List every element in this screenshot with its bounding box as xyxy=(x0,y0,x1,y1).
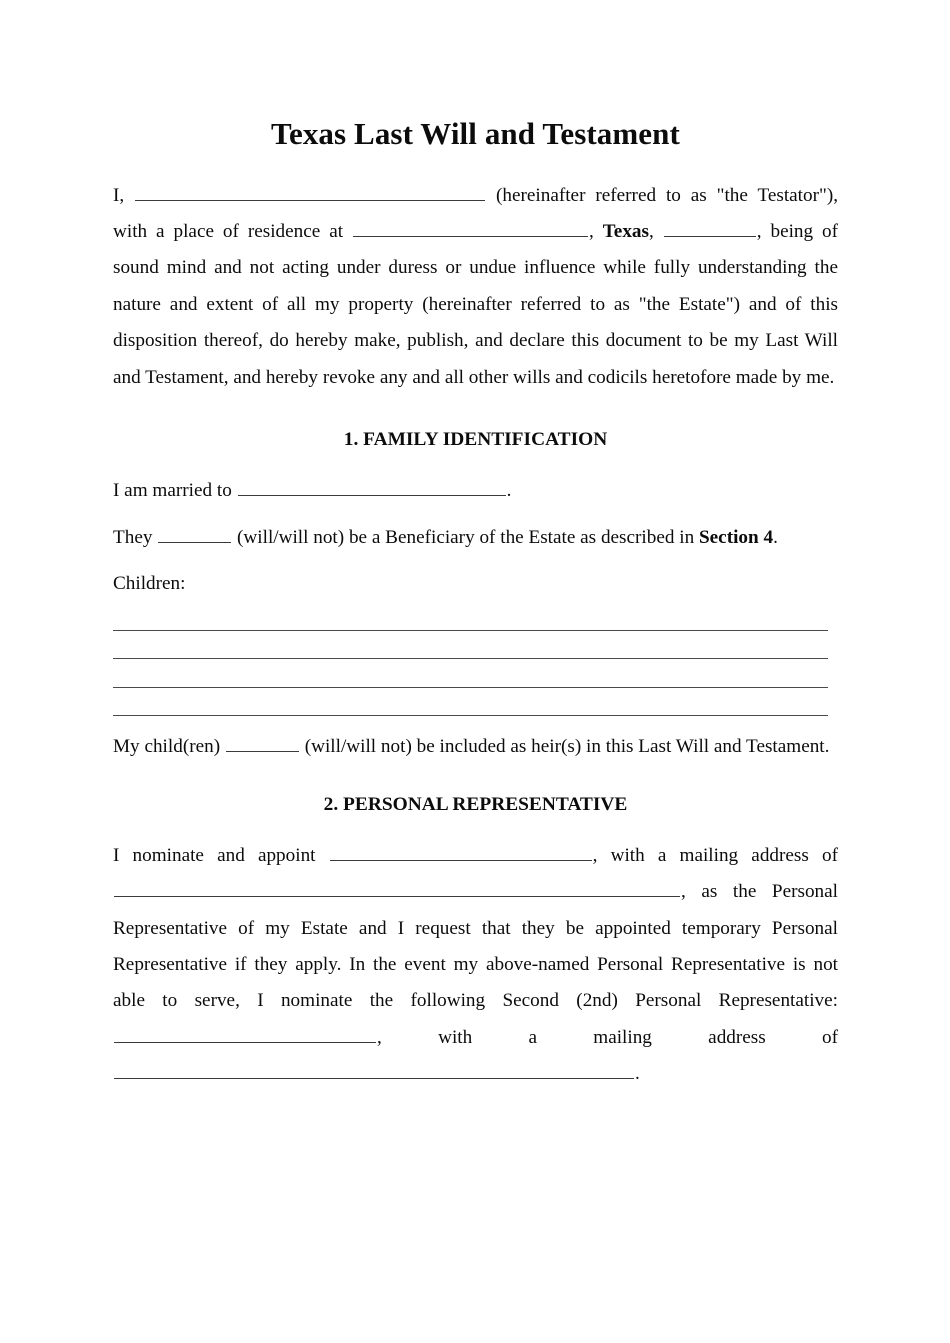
spouse-name-blank[interactable] xyxy=(238,478,506,496)
state-name: Texas xyxy=(602,220,649,242)
nominate-label-body: , as the Personal Representative of my Estate and I request that they be appointed temporary Personal Representative if they apply. In the event my above-named Personal Representative is not able to serve, I nominate the following Second (2nd) Personal Representative: xyxy=(113,881,838,1012)
personal-representative-paragraph xyxy=(113,816,838,1093)
married-to-period: . xyxy=(506,480,512,502)
section-4-reference: Section 4 xyxy=(698,526,774,548)
heirs-label-tail: (will/will not) be included as heir(s) in this Last Will and Testament. xyxy=(299,736,830,758)
intro-text-comma-1: , xyxy=(589,220,603,242)
children-heirs-paragraph xyxy=(113,716,838,762)
section-heading-personal-representative: 2. PERSONAL REPRESENTATIVE xyxy=(323,793,628,815)
spouse-will-or-not-blank[interactable] xyxy=(158,525,231,543)
beneficiary-period: . xyxy=(773,526,778,548)
beneficiary-label-mid: (will/will not) be a Beneficiary of the Estate as described in xyxy=(232,526,699,548)
married-to-line xyxy=(113,451,838,509)
second-representative-address-blank[interactable] xyxy=(114,1061,634,1079)
page-title: Texas Last Will and Testament xyxy=(271,116,680,151)
spouse-beneficiary-line xyxy=(113,510,838,556)
children-label: Children: xyxy=(113,573,186,595)
document-content xyxy=(113,0,838,1093)
nominate-label-lead: I nominate and appoint xyxy=(113,844,329,866)
child-name-line[interactable] xyxy=(113,630,828,631)
heirs-label-lead: My child(ren) xyxy=(113,736,225,758)
representative-name-blank[interactable] xyxy=(330,843,592,861)
child-name-line[interactable] xyxy=(113,658,828,659)
nominate-label-mid: , with a mailing address of xyxy=(592,844,838,866)
intro-text-lead: I, xyxy=(113,184,135,206)
intro-text-mid: (hereinafter referred to as "the Testator"), with a place of residence at xyxy=(113,184,839,242)
children-will-or-not-blank[interactable] xyxy=(226,734,299,752)
child-name-line[interactable] xyxy=(113,687,828,688)
second-rep-label-mid: , with a mailing address of xyxy=(377,1026,838,1048)
residence-zip-blank[interactable] xyxy=(664,219,756,237)
married-to-label: I am married to xyxy=(113,480,237,502)
intro-text-comma-2: , xyxy=(648,220,663,242)
intro-text-tail: , being of sound mind and not acting under duress or undue influence while fully understanding the nature and extent of all my property (hereinafter referred to as "the Estate") and of this disposition thereof, do hereby make, publish, and declare this document to be my Last Will and Testament, and hereby revoke any and all other wills and codicils heretofore made by me. xyxy=(113,220,839,388)
second-rep-period: . xyxy=(635,1063,640,1085)
residence-city-blank[interactable] xyxy=(353,219,588,237)
section-heading-family-identification: 1. FAMILY IDENTIFICATION xyxy=(343,429,608,451)
representative-address-blank[interactable] xyxy=(114,879,680,897)
second-representative-name-blank[interactable] xyxy=(114,1025,376,1043)
beneficiary-label-lead: They xyxy=(113,526,158,548)
testator-name-blank[interactable] xyxy=(135,183,485,201)
children-entry-lines xyxy=(113,603,838,717)
intro-paragraph xyxy=(113,153,838,396)
